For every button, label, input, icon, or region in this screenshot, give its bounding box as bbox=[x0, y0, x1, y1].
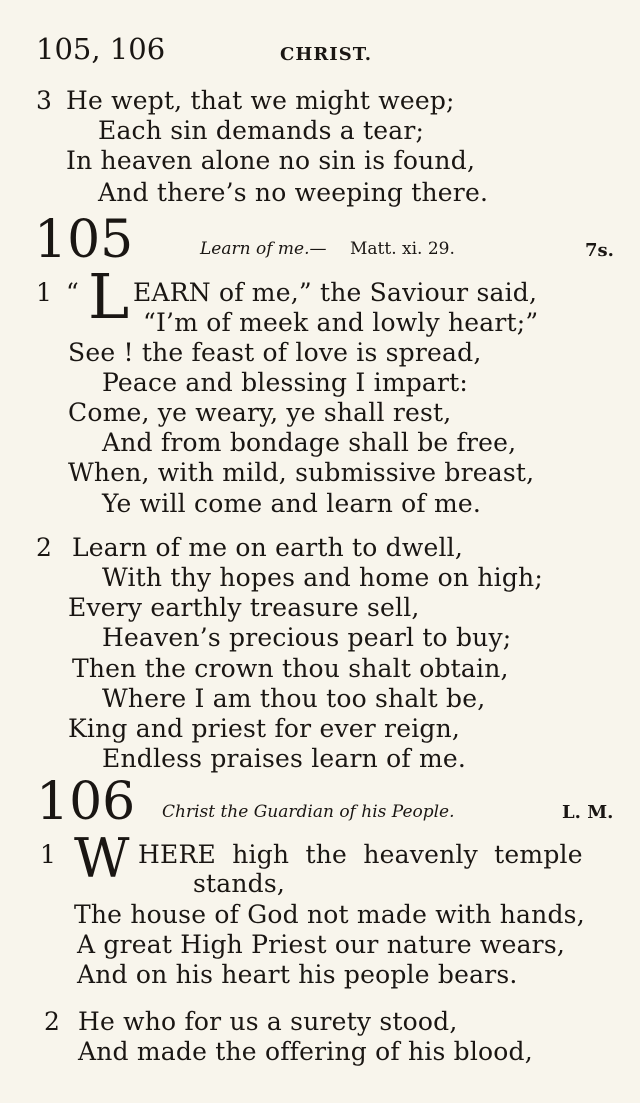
verse-number: 2 bbox=[36, 533, 52, 562]
verse-line: See ! the feast of love is spread, bbox=[68, 338, 482, 367]
verse-line: King and priest for ever reign, bbox=[68, 714, 461, 743]
verse-line: And made the offering of his blood, bbox=[78, 1037, 533, 1066]
verse-line: Then the crown thou shalt obtain, bbox=[72, 654, 509, 683]
verse-line: And from bondage shall be free, bbox=[102, 428, 517, 457]
hymn-title: Christ the Guardian of his People. bbox=[162, 802, 455, 822]
verse-number: 2 bbox=[44, 1007, 60, 1036]
verse-line: He who for us a surety stood, bbox=[78, 1007, 458, 1036]
verse-line: HERE high the heavenly temple bbox=[138, 840, 583, 869]
verse-line: The house of God not made with hands, bbox=[74, 900, 585, 929]
verse-line: Endless praises learn of me. bbox=[102, 744, 466, 773]
verse-line: Where I am thou too shalt be, bbox=[102, 684, 486, 713]
verse-line: Each sin demands a tear; bbox=[98, 116, 425, 145]
hymn-number: 106 bbox=[36, 772, 136, 832]
verse-line: stands, bbox=[193, 869, 286, 898]
verse-line: Come, ye weary, ye shall rest, bbox=[68, 398, 452, 427]
verse-line: With thy hopes and home on high; bbox=[102, 563, 543, 592]
verse-number: 1 bbox=[36, 278, 52, 307]
open-quote: “ bbox=[66, 278, 79, 307]
verse-line: In heaven alone no sin is found, bbox=[66, 146, 476, 175]
verse-line: And on his heart his people bears. bbox=[77, 960, 518, 989]
verse-line: Every earthly treasure sell, bbox=[68, 593, 420, 622]
verse-line: When, with mild, submissive breast, bbox=[68, 458, 535, 487]
page-numbers: 105, 106 bbox=[36, 32, 166, 66]
hymn-title: Learn of me.— bbox=[200, 239, 327, 259]
verse-line: He wept, that we might weep; bbox=[66, 86, 455, 115]
verse-line: Peace and blessing I impart: bbox=[102, 368, 469, 397]
verse-line: Heaven’s precious pearl to buy; bbox=[102, 623, 512, 652]
verse-line: Learn of me on earth to dwell, bbox=[72, 533, 464, 562]
verse-line: And there’s no weeping there. bbox=[98, 178, 489, 207]
verse-line: Ye will come and learn of me. bbox=[102, 489, 482, 518]
hymn-number: 105 bbox=[34, 210, 134, 270]
drop-cap: W bbox=[74, 827, 130, 890]
verse-line: “I’m of meek and lowly heart;” bbox=[143, 308, 539, 337]
verse-line: A great High Priest our nature wears, bbox=[77, 930, 566, 959]
verse-number: 1 bbox=[40, 840, 56, 869]
scripture-reference: Matt. xi. 29. bbox=[350, 239, 455, 259]
verse-number: 3 bbox=[36, 86, 52, 115]
hymn-meter: L. M. bbox=[562, 802, 614, 823]
verse-line: EARN of me,” the Saviour said, bbox=[133, 278, 538, 307]
drop-cap: L bbox=[88, 260, 130, 333]
hymn-meter: 7s. bbox=[585, 240, 614, 261]
section-title: CHRIST. bbox=[280, 44, 373, 65]
